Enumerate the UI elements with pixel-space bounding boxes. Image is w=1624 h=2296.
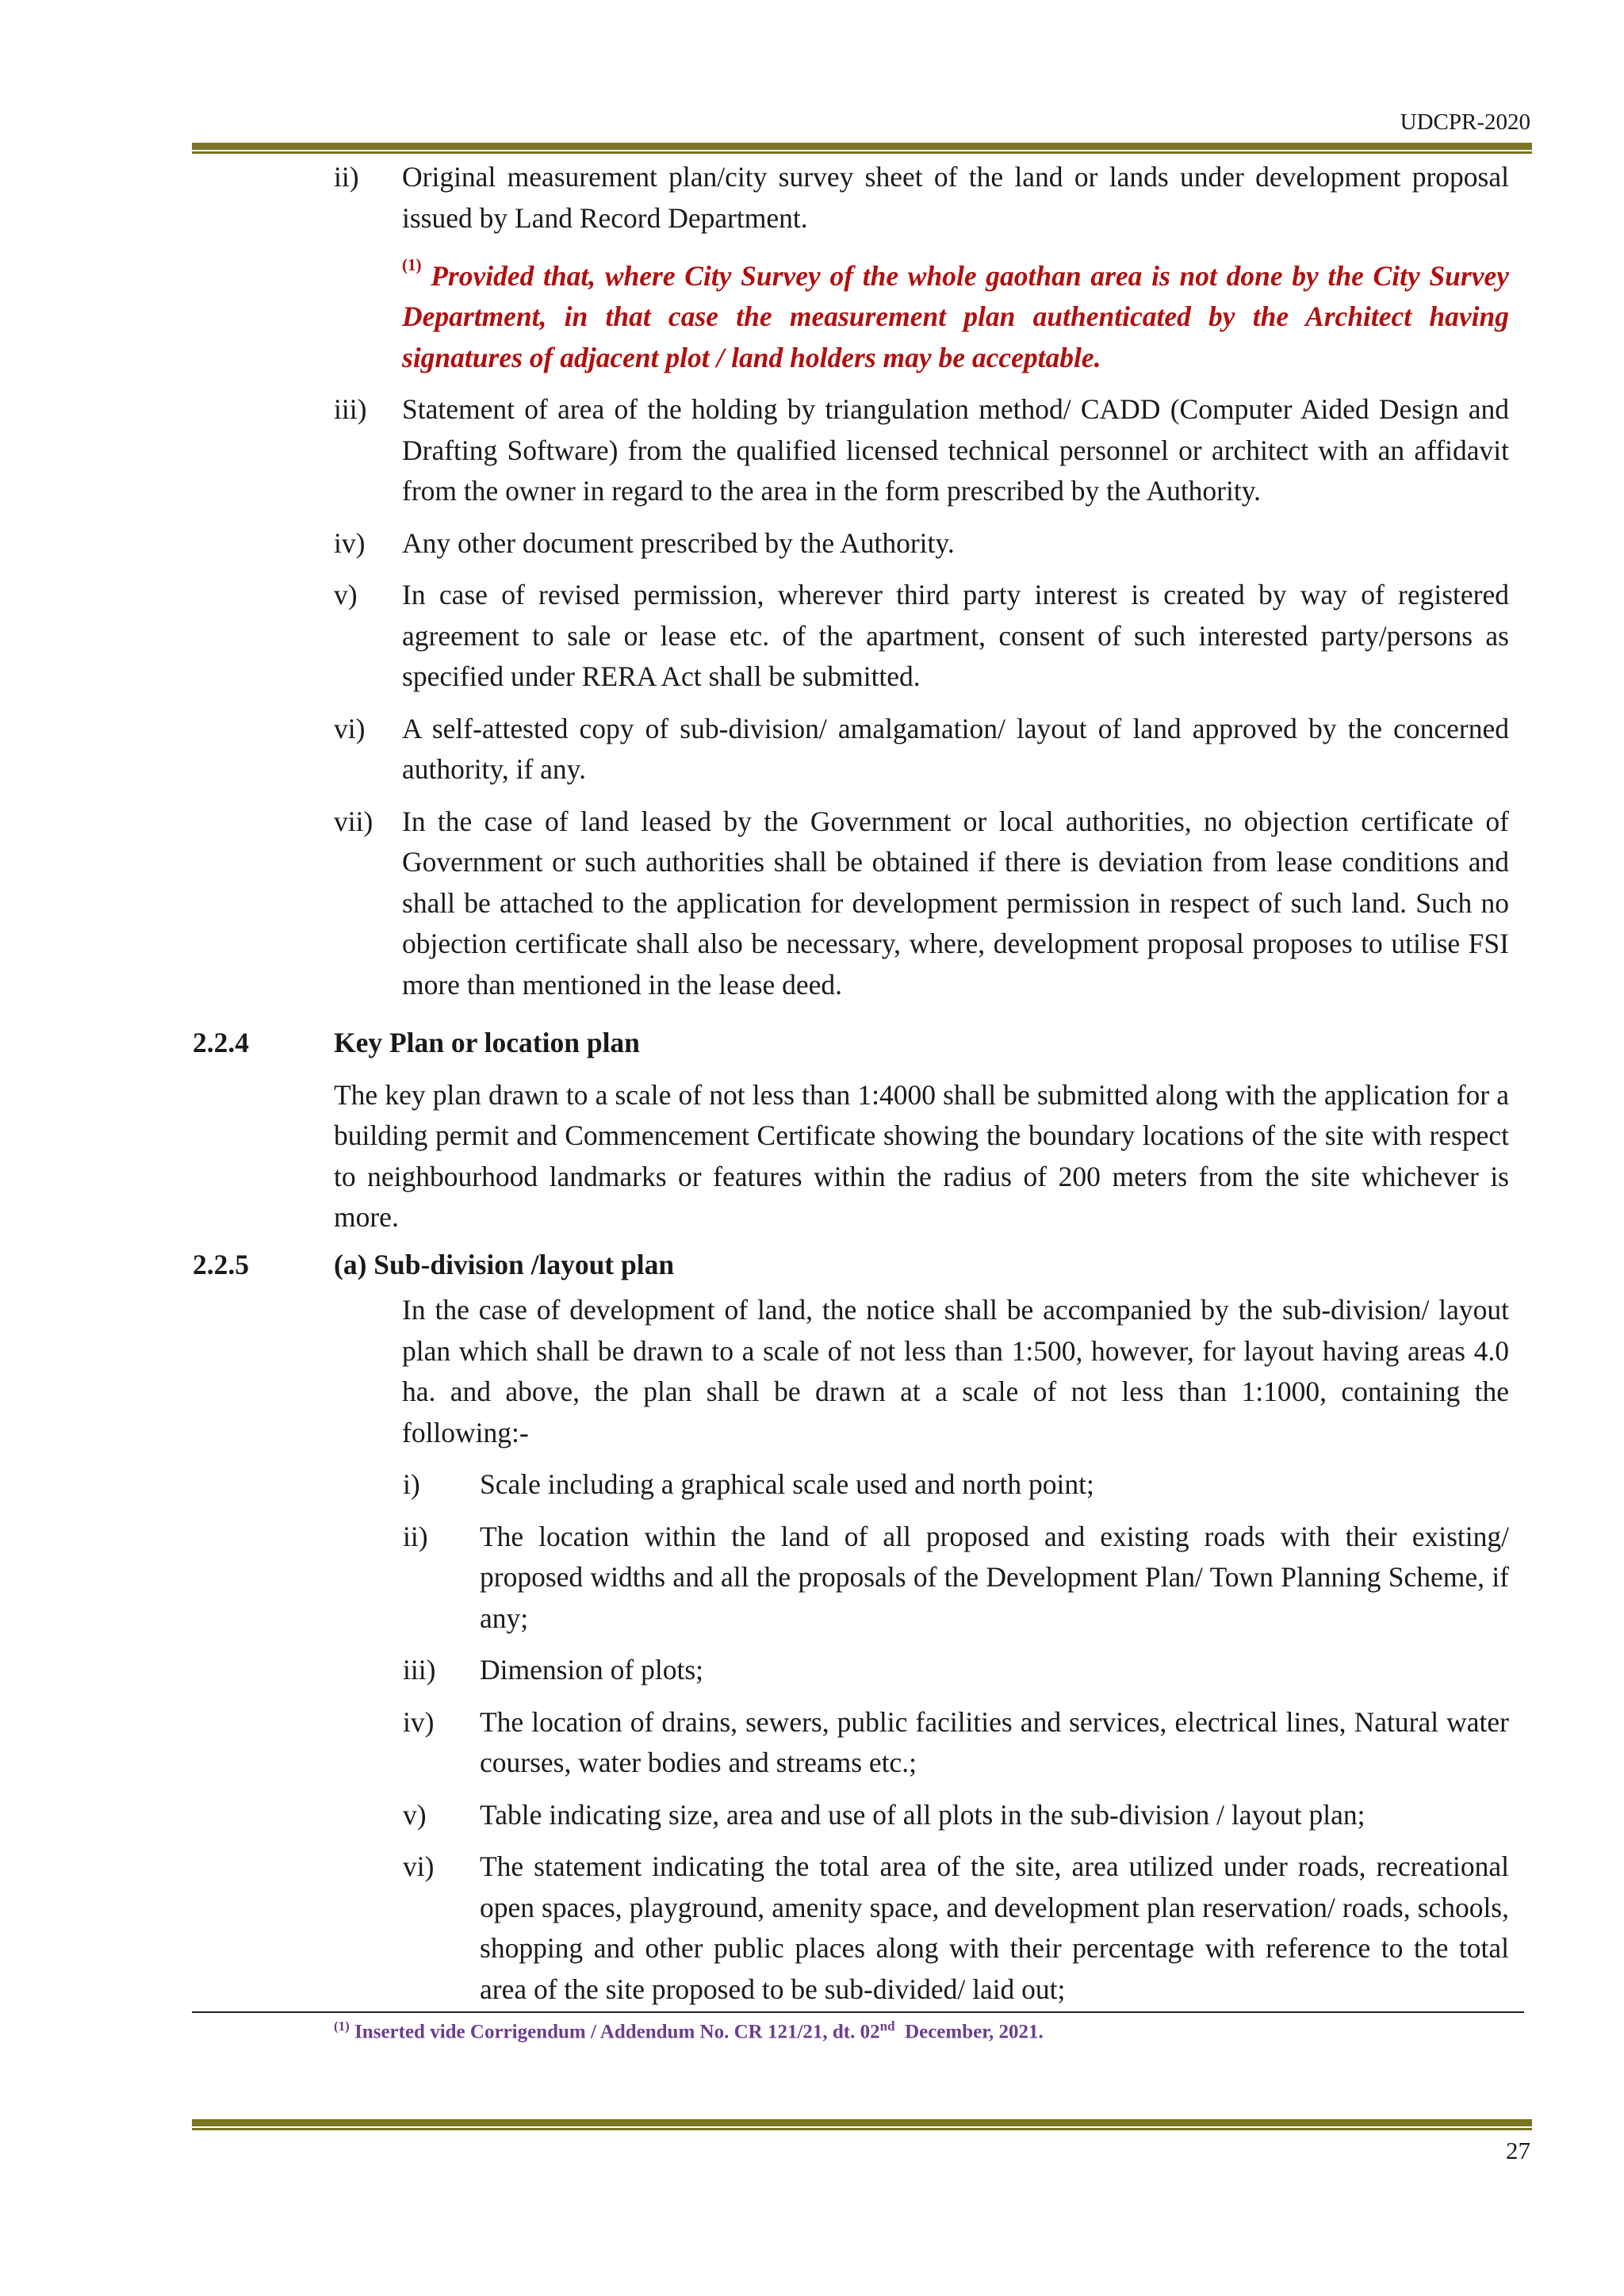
header-rule-thick [192,143,1532,150]
footnote-date: December, 2021. [894,2021,1044,2043]
list-item-text: Original measurement plan/city survey sheet of the land or lands under development proposal issued by Land Record Department. [402,161,1509,234]
list-item-number: iv) [334,526,366,559]
page-body [0,157,1624,2010]
section-heading [0,1023,1624,1064]
list-item-number: v) [403,1798,427,1831]
section-number: 2.2.4 [193,1027,249,1059]
sub-list-item [0,1517,1509,1640]
list-item-text: Any other document prescribed by the Authority. [402,526,955,559]
list-item [0,709,1509,790]
list-item [0,802,1509,1006]
proviso-note [402,250,1509,378]
list-item-text: The statement indicating the total area of the site, area utilized under roads, recreational open spaces, playground, amenity space, and development plan reservation/ roads, schools, shopping and other public places along with their percentage with reference to the total area of the site proposed to be sub-divided/ laid out; [480,1850,1509,2005]
section-paragraph: The key plan drawn to a scale of not less than 1:4000 shall be submitted along with the application for a building permit and Commencement Certificate showing the boundary locations of the site with respect to neighbourhood landmarks or features within the radius of 200 meters from the site whichever is more. [334,1078,1509,1234]
sub-list-item [0,1464,1509,1506]
list-item-number: iv) [403,1705,435,1738]
section-paragraph: In the case of development of land, the notice shall be accompanied by the sub-division/ layout plan which shall be drawn to a scale of not less than 1:500, however, for layout having areas 4.0 ha. and above, the plan shall be drawn at a scale of not less than 1:1000, containing the following:- [402,1294,1509,1448]
list-item-number: v) [334,579,358,611]
footnote [334,2019,1044,2043]
footnote-text: Inserted vide Corrigendum / Addendum No. CR 121/21, dt. 02 [354,2021,880,2043]
page-number: 27 [1506,2137,1530,2164]
section-title: (a) Sub-division /layout plan [334,1248,675,1280]
list-item-text: A self-attested copy of sub-division/ amalgamation/ layout of land approved by the concerned authority, if any. [402,712,1509,786]
document-code: UDCPR-2020 [1400,109,1530,135]
section-number: 2.2.5 [193,1248,249,1280]
list-item-text: Dimension of plots; [480,1654,704,1686]
list-item-number: vi) [403,1850,435,1883]
list-item-text: The location of drains, sewers, public facilities and services, electrical lines, Natural water courses, water bodies and streams etc.; [480,1705,1509,1779]
list-item-number: iii) [403,1654,436,1686]
footer-rule-thick [192,2119,1532,2126]
list-item-number: vi) [334,712,366,744]
list-item [0,157,1509,239]
list-item-text: Statement of area of the holding by triangulation method/ CADD (Computer Aided Design and Drafting Software) from the qualified licensed technical personnel or architect with an affidavit from the owner in regard to the area in the form prescribed by the Authority. [402,393,1509,507]
list-item-text: Table indicating size, area and use of all plots in the sub-division / layout plan; [480,1798,1365,1831]
proviso-text: Provided that, where City Survey of the whole gaothan area is not done by the City Survey Department, in that case the measurement plan authenticated by the Architect having signatures of adjacent plot / land holders may be acceptable. [402,259,1510,373]
list-item-text: Scale including a graphical scale used and north point; [480,1468,1094,1501]
list-item-number: i) [403,1468,420,1501]
footnote-ordinal: nd [879,2019,895,2034]
sub-list-item [0,1702,1509,1784]
proviso-marker: (1) [402,255,422,274]
section-heading [0,1245,1624,1286]
header-rule-thin [192,151,1532,154]
list-item-text: The location within the land of all proposed and existing roads with their existing/ proposed widths and all the proposals of the Development Plan/ Town Planning Scheme, if any; [480,1520,1509,1634]
list-item-number: ii) [334,161,359,193]
footnote-marker: (1) [334,2019,350,2034]
list-item [0,523,1509,564]
list-item-text: In case of revised permission, wherever third party interest is created by way of registered agreement to sale or lease etc. of the apartment, consent of such interested party/persons as specified under RERA Act shall be submitted. [402,579,1509,693]
list-item [0,575,1509,698]
section-title: Key Plan or location plan [334,1027,640,1059]
list-item-number: ii) [403,1520,428,1552]
list-item-number: iii) [334,393,367,426]
list-item-text: In the case of land leased by the Government or local authorities, no objection certificate of Government or such authorities shall be obtained if there is deviation from lease conditions and shall be attached to the application for development permission in respect of such land. Such no objection certificate shall also be necessary, where, development proposal proposes to utilise FSI more than mentioned in the lease deed. [402,805,1509,1001]
footer-rule-thin [192,2128,1532,2130]
sub-list-item [0,1846,1509,2010]
list-item [0,389,1509,512]
footnote-separator [192,2011,1524,2013]
list-item-number: vii) [334,805,373,837]
sub-list-item [0,1650,1509,1691]
sub-list-item [0,1795,1509,1836]
